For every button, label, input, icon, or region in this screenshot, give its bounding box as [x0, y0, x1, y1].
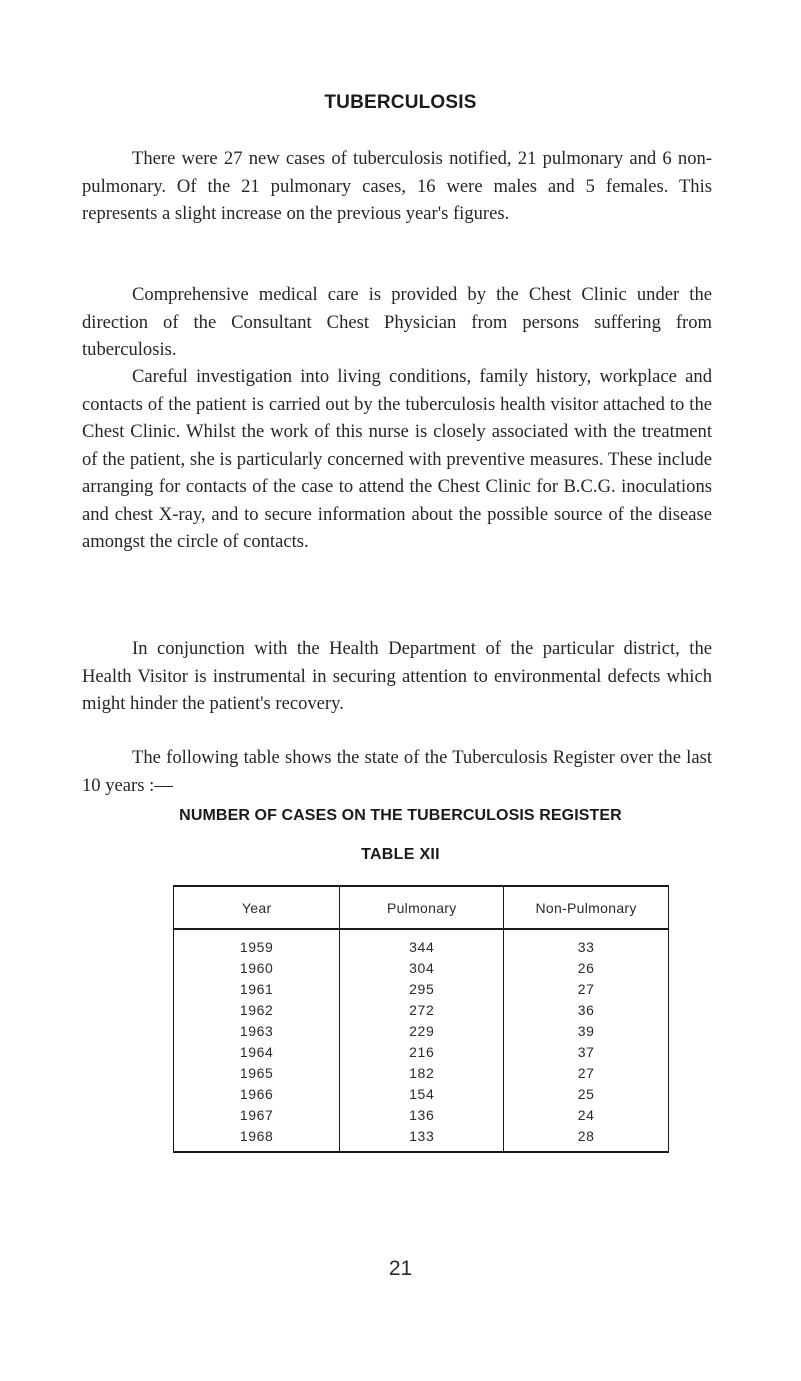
cell-non-pulmonary: 26 — [504, 957, 669, 978]
cell-year: 1965 — [174, 1063, 340, 1084]
cell-year: 1963 — [174, 1020, 340, 1041]
table-subtitle: TABLE XII — [361, 846, 440, 863]
cell-year: 1961 — [174, 978, 340, 999]
cell-pulmonary: 304 — [340, 957, 504, 978]
cell-non-pulmonary: 27 — [504, 1063, 669, 1084]
paragraph-investigation: Careful investigation into living conditions, family history, workplace and contacts of the patient is carried out by the tuberculosis health visitor attached to the Chest Clinic. Whilst the work of this nurse is closely associated with the treatment of the patient, she is particularly concerned with preventive measures. These include arranging for contacts of the case to attend the Chest Clinic for B.C.G. inoculations and chest X-ray, and to secure information about the possible source of the disease amongst the circle of contacts. — [82, 366, 712, 552]
cell-year: 1960 — [174, 957, 340, 978]
cell-pulmonary: 344 — [340, 929, 504, 957]
table-row — [174, 1126, 669, 1152]
header-non-pulmonary: Non-Pulmonary — [504, 886, 669, 929]
cell-pulmonary: 136 — [340, 1105, 504, 1126]
cell-year: 1962 — [174, 999, 340, 1020]
table-header-row — [174, 886, 669, 929]
cell-pulmonary: 216 — [340, 1041, 504, 1062]
table-row — [174, 978, 669, 999]
table-row — [174, 1041, 669, 1062]
table-row — [174, 999, 669, 1020]
paragraph-new-cases: There were 27 new cases of tuberculosis notified, 21 pulmonary and 6 non-pulmonary. Of the 21 pulmonary cases, 16 were males and 5 females. This represents a slight increase on the previous year's figures. — [82, 148, 712, 224]
table-row — [174, 1084, 669, 1105]
cell-non-pulmonary: 28 — [504, 1126, 669, 1152]
paragraph-table-intro: The following table shows the state of the Tuberculosis Register over the last 10 years :— — [82, 747, 712, 796]
cell-year: 1959 — [174, 929, 340, 957]
cell-pulmonary: 229 — [340, 1020, 504, 1041]
cell-year: 1968 — [174, 1126, 340, 1152]
cell-non-pulmonary: 24 — [504, 1105, 669, 1126]
table-row — [174, 1063, 669, 1084]
cell-non-pulmonary: 33 — [504, 929, 669, 957]
page-title: TUBERCULOSIS — [324, 92, 477, 113]
cell-pulmonary: 272 — [340, 999, 504, 1020]
table-row — [174, 957, 669, 978]
header-pulmonary: Pulmonary — [340, 886, 504, 929]
cell-non-pulmonary: 25 — [504, 1084, 669, 1105]
page-number: 21 — [388, 1257, 413, 1280]
table-row — [174, 1105, 669, 1126]
cell-non-pulmonary: 36 — [504, 999, 669, 1020]
header-year: Year — [174, 886, 340, 929]
paragraph-medical-care: Comprehensive medical care is provided by the Chest Clinic under the direction of the Consultant Chest Physician from persons suffering from tuberculosis. — [82, 284, 712, 360]
table-row — [174, 929, 669, 957]
cell-pulmonary: 295 — [340, 978, 504, 999]
tuberculosis-register-table — [173, 885, 669, 1153]
cell-pulmonary: 182 — [340, 1063, 504, 1084]
cell-year: 1967 — [174, 1105, 340, 1126]
cell-non-pulmonary: 27 — [504, 978, 669, 999]
cell-year: 1964 — [174, 1041, 340, 1062]
cell-non-pulmonary: 39 — [504, 1020, 669, 1041]
cell-pulmonary: 133 — [340, 1126, 504, 1152]
cell-pulmonary: 154 — [340, 1084, 504, 1105]
table-row — [174, 1020, 669, 1041]
paragraph-health-department: In conjunction with the Health Department of the particular district, the Health Visitor is instrumental in securing attention to environmental defects which might hinder the patient's recovery. — [82, 638, 712, 714]
table-title: NUMBER OF CASES ON THE TUBERCULOSIS REGISTER — [179, 807, 622, 824]
cell-non-pulmonary: 37 — [504, 1041, 669, 1062]
cell-year: 1966 — [174, 1084, 340, 1105]
